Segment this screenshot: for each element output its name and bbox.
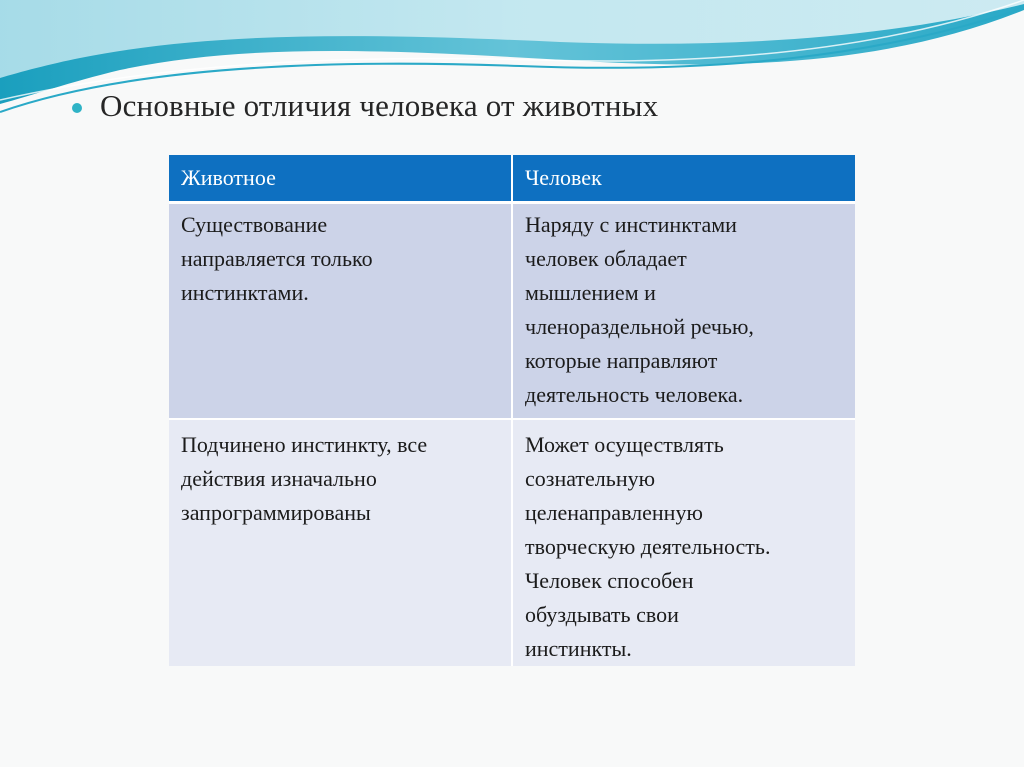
cell-text: Может осуществлять сознательную целенаправленную творческую деятельность. Человек способен обуздывать свои инстинкты. [525,432,771,661]
header-animal: Животное [169,155,513,204]
table-cell [513,418,855,666]
slide-title: Основные отличия человека от животных [100,88,659,123]
table-header-row [169,155,855,204]
comparison-table [169,155,855,666]
table-row [169,204,855,418]
cell-text: Существование направляется только инстинктами. [181,212,373,305]
table-cell [513,204,855,418]
table-cell [169,418,513,666]
cell-text: Наряду с инстинктами человек обладает мышлением и членораздельной речью, которые направляют деятельность человека. [525,212,754,407]
bullet-dot-icon [72,103,82,113]
table-row [169,418,855,666]
title-bullet-line [72,88,658,124]
cell-text: Подчинено инстинкту, все действия изначально запрограммированы [181,432,428,525]
table-cell [169,204,513,418]
header-human: Человек [513,155,855,204]
